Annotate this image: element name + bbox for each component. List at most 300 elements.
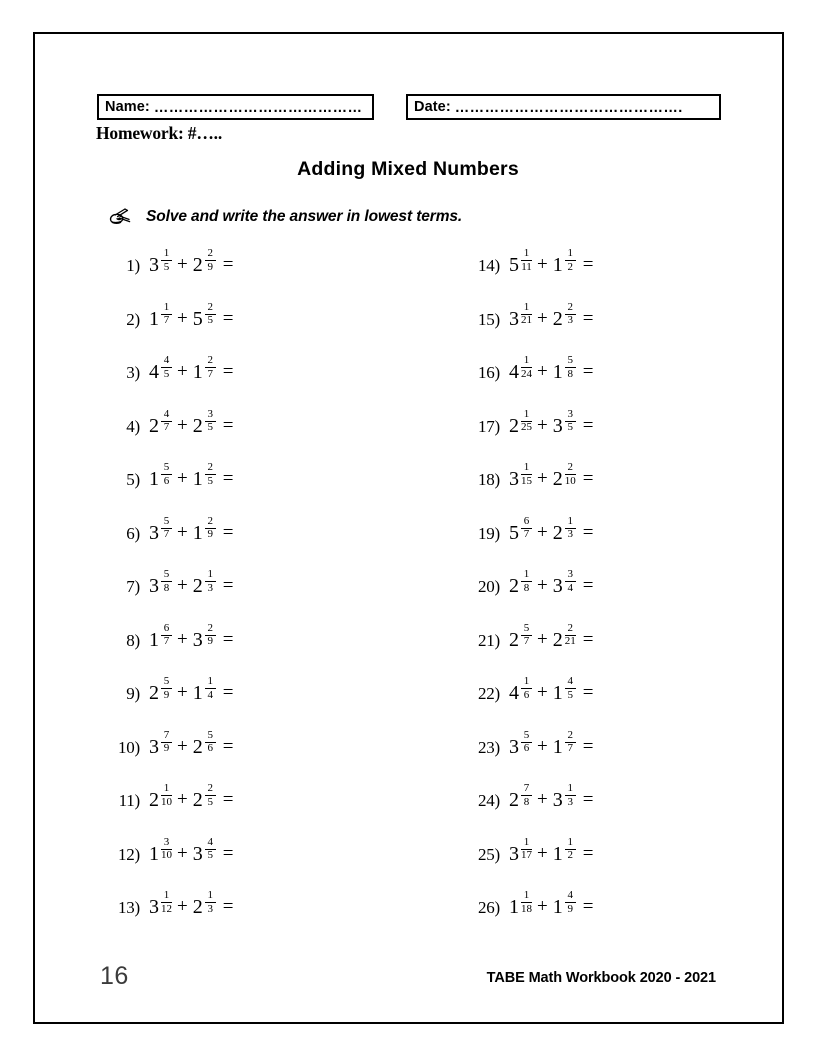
fraction-a <box>521 461 532 487</box>
fraction-denominator: 7 <box>567 742 573 755</box>
whole-part: 2 <box>509 628 519 651</box>
mixed-number-a <box>149 836 172 864</box>
whole-part: 1 <box>192 682 203 704</box>
mixed-number-b <box>193 568 216 596</box>
pen-writing-icon <box>107 206 137 228</box>
problem-number: 2) <box>126 309 140 329</box>
problem-row <box>466 729 806 783</box>
plus-operator: + <box>537 628 548 650</box>
equals-operator: = <box>582 468 594 489</box>
equals-operator: = <box>582 789 594 810</box>
fraction-denominator: 5 <box>207 421 213 434</box>
problem-number: 15) <box>477 309 500 329</box>
footer-credit: TABE Math Workbook 2020 - 2021 <box>486 970 716 986</box>
fraction-numerator: 1 <box>523 568 530 580</box>
fraction-numerator: 2 <box>567 728 573 741</box>
problem-row <box>106 247 446 301</box>
name-label: Name: <box>105 99 150 115</box>
problem-number: 17) <box>477 416 500 436</box>
mixed-number-a <box>509 622 532 650</box>
problem-row <box>106 622 446 676</box>
plus-operator: + <box>537 575 548 596</box>
fraction-denominator: 3 <box>207 902 213 915</box>
fraction-numerator: 3 <box>567 568 573 580</box>
whole-part: 3 <box>149 521 159 544</box>
mixed-number-a <box>149 782 172 810</box>
fraction-a <box>161 729 172 755</box>
fraction-denominator: 5 <box>207 849 213 862</box>
fraction-numerator: 2 <box>567 621 573 634</box>
problem-expression <box>500 408 593 436</box>
fraction-a <box>521 675 532 701</box>
plus-operator: + <box>177 521 188 543</box>
mixed-number-a <box>509 301 532 329</box>
plus-operator: + <box>537 896 548 917</box>
problem-expression <box>500 675 593 703</box>
fraction-b <box>565 515 576 541</box>
mixed-number-b <box>193 301 216 329</box>
fraction-a <box>161 247 172 273</box>
plus-operator: + <box>537 361 548 382</box>
whole-part: 2 <box>192 789 203 811</box>
problem-number: 20) <box>477 577 500 596</box>
plus-operator: + <box>177 842 188 864</box>
whole-part: 2 <box>192 254 203 276</box>
name-field-box[interactable] <box>97 94 374 120</box>
problem-expression <box>140 461 233 489</box>
mixed-number-b <box>193 622 216 650</box>
date-label: Date: <box>414 99 451 115</box>
fraction-denominator: 8 <box>163 581 170 594</box>
mixed-number-a <box>149 622 172 650</box>
fraction-numerator: 5 <box>523 728 530 741</box>
homework-label: Homework: #….. <box>96 123 222 143</box>
whole-part: 1 <box>149 468 159 490</box>
problem-expression <box>500 515 593 543</box>
problem-expression <box>140 301 233 329</box>
equals-operator: = <box>582 307 594 329</box>
fraction-denominator: 6 <box>523 742 530 755</box>
whole-part: 2 <box>552 307 563 330</box>
equals-operator: = <box>582 842 594 864</box>
mixed-number-a <box>509 836 532 864</box>
fraction-denominator: 5 <box>207 474 213 487</box>
fraction-b <box>565 301 576 327</box>
fraction-denominator: 15 <box>521 474 532 487</box>
page-title: Adding Mixed Numbers <box>297 158 519 180</box>
problem-row <box>466 889 806 943</box>
fraction-b <box>205 568 216 594</box>
problem-row <box>106 354 446 408</box>
fraction-b <box>205 889 216 915</box>
whole-part: 1 <box>509 896 519 918</box>
fraction-denominator: 3 <box>207 581 213 594</box>
problem-number: 7) <box>126 577 140 596</box>
fraction-a <box>521 568 532 594</box>
whole-part: 3 <box>509 468 519 490</box>
fraction-denominator: 6 <box>523 688 530 701</box>
fraction-b <box>205 354 216 380</box>
mixed-number-b <box>553 782 576 810</box>
fraction-b <box>205 622 216 648</box>
fraction-a <box>161 461 172 487</box>
whole-part: 2 <box>192 414 203 437</box>
equals-operator: = <box>582 682 594 703</box>
fraction-numerator: 3 <box>567 407 573 420</box>
fraction-denominator: 3 <box>567 528 573 541</box>
problem-row <box>466 836 806 890</box>
whole-part: 3 <box>509 842 519 865</box>
fraction-denominator: 21 <box>564 635 576 648</box>
fraction-b <box>565 568 576 594</box>
problem-expression <box>140 836 233 864</box>
fraction-a <box>161 301 172 327</box>
mixed-number-a <box>149 301 172 329</box>
whole-part: 2 <box>192 896 203 918</box>
equals-operator: = <box>222 468 234 489</box>
problem-row <box>466 461 806 515</box>
plus-operator: + <box>537 414 548 436</box>
fraction-a <box>161 515 172 541</box>
problem-expression <box>500 247 593 275</box>
fraction-a <box>161 836 172 862</box>
mixed-number-b <box>553 889 576 917</box>
fraction-denominator: 11 <box>521 260 532 273</box>
mixed-number-a <box>509 675 532 703</box>
plus-operator: + <box>177 254 188 275</box>
fraction-a <box>161 782 172 808</box>
fraction-denominator: 17 <box>521 849 532 862</box>
fraction-numerator: 1 <box>163 247 170 259</box>
plus-operator: + <box>177 468 188 489</box>
fraction-denominator: 8 <box>567 367 573 380</box>
fraction-denominator: 4 <box>207 688 213 701</box>
fraction-denominator: 9 <box>163 742 170 755</box>
equals-operator: = <box>222 307 234 329</box>
fraction-denominator: 25 <box>521 421 532 434</box>
equals-operator: = <box>222 682 234 703</box>
fraction-numerator: 2 <box>207 514 213 527</box>
mixed-number-a <box>149 729 172 757</box>
problem-row <box>466 515 806 569</box>
problem-expression <box>140 782 233 810</box>
problem-number: 21) <box>477 630 500 650</box>
fraction-numerator: 7 <box>163 728 170 741</box>
problem-expression <box>140 515 233 543</box>
equals-operator: = <box>222 842 234 864</box>
whole-part: 2 <box>552 521 563 544</box>
fraction-numerator: 2 <box>207 621 213 634</box>
mixed-number-a <box>149 675 172 703</box>
whole-part: 1 <box>192 521 203 544</box>
mixed-number-b <box>193 461 216 489</box>
mixed-number-b <box>193 515 216 543</box>
problem-number: 23) <box>477 737 500 757</box>
plus-operator: + <box>537 307 548 329</box>
fraction-denominator: 9 <box>207 528 213 541</box>
fraction-denominator: 7 <box>523 528 530 541</box>
fraction-denominator: 10 <box>161 849 172 862</box>
fraction-numerator: 3 <box>163 835 170 848</box>
fraction-denominator: 9 <box>163 688 170 701</box>
equals-operator: = <box>582 628 594 650</box>
whole-part: 1 <box>552 682 563 704</box>
mixed-number-b <box>193 408 216 436</box>
mixed-number-b <box>193 247 216 275</box>
fraction-denominator: 6 <box>207 742 213 755</box>
fraction-denominator: 10 <box>564 474 576 487</box>
fraction-denominator: 12 <box>161 902 172 915</box>
problem-row <box>106 568 446 622</box>
fraction-denominator: 9 <box>207 260 213 273</box>
mixed-number-b <box>553 675 576 703</box>
fraction-numerator: 5 <box>163 461 170 473</box>
problem-number: 8) <box>126 630 140 650</box>
mixed-number-b <box>193 836 216 864</box>
problem-row <box>466 675 806 729</box>
fraction-b <box>205 247 216 273</box>
fraction-numerator: 1 <box>523 835 530 848</box>
fraction-denominator: 18 <box>521 902 532 915</box>
fraction-denominator: 5 <box>207 795 213 808</box>
problem-row <box>106 729 446 783</box>
plus-operator: + <box>537 521 548 543</box>
fraction-numerator: 1 <box>207 568 213 580</box>
plus-operator: + <box>537 735 548 757</box>
fraction-denominator: 5 <box>567 421 573 434</box>
mixed-number-b <box>553 408 576 436</box>
mixed-number-a <box>149 515 172 543</box>
fraction-a <box>521 247 532 273</box>
fraction-numerator: 5 <box>523 621 530 634</box>
fraction-numerator: 4 <box>163 407 170 420</box>
instruction-text: Solve and write the answer in lowest terms. <box>146 208 463 225</box>
fraction-a <box>161 675 172 701</box>
fraction-numerator: 1 <box>207 675 213 687</box>
date-field-box[interactable] <box>406 94 721 120</box>
fraction-denominator: 3 <box>567 314 573 327</box>
whole-part: 2 <box>149 414 159 437</box>
fraction-b <box>205 461 216 487</box>
problem-number: 24) <box>477 791 500 810</box>
fraction-b <box>565 889 576 915</box>
whole-part: 1 <box>552 735 563 758</box>
fraction-b <box>205 408 216 434</box>
fraction-numerator: 4 <box>567 675 573 687</box>
mixed-number-b <box>553 301 576 329</box>
problem-expression <box>500 622 593 650</box>
problem-number: 1) <box>126 256 140 275</box>
whole-part: 3 <box>149 575 159 597</box>
fraction-denominator: 3 <box>567 795 573 808</box>
problem-expression <box>500 354 593 382</box>
fraction-b <box>565 836 576 862</box>
whole-part: 1 <box>552 361 563 383</box>
plus-operator: + <box>177 361 188 382</box>
mixed-number-b <box>553 247 576 275</box>
fraction-a <box>521 515 532 541</box>
fraction-denominator: 8 <box>523 581 530 594</box>
problem-number: 26) <box>477 898 500 917</box>
mixed-number-b <box>193 729 216 757</box>
fraction-a <box>521 622 532 648</box>
fraction-numerator: 1 <box>523 407 530 420</box>
mixed-number-b <box>193 889 216 917</box>
problem-expression <box>140 408 233 436</box>
plus-operator: + <box>177 575 188 596</box>
fraction-b <box>565 408 576 434</box>
mixed-number-a <box>149 568 172 596</box>
fraction-denominator: 5 <box>163 260 170 273</box>
whole-part: 3 <box>192 628 203 651</box>
problem-expression <box>500 889 593 917</box>
problem-row <box>106 782 446 836</box>
fraction-b <box>205 675 216 701</box>
plus-operator: + <box>177 628 188 650</box>
fraction-numerator: 2 <box>207 300 213 313</box>
whole-part: 4 <box>509 361 519 383</box>
fraction-numerator: 2 <box>567 461 573 473</box>
problem-number: 4) <box>126 416 140 436</box>
problem-row <box>466 622 806 676</box>
equals-operator: = <box>582 735 594 757</box>
plus-operator: + <box>177 735 188 757</box>
whole-part: 2 <box>192 575 203 597</box>
equals-operator: = <box>582 521 594 543</box>
page-number: 16 <box>100 962 129 990</box>
problem-expression <box>140 729 233 757</box>
fraction-a <box>521 889 532 915</box>
mixed-number-b <box>193 354 216 382</box>
fraction-a <box>161 622 172 648</box>
equals-operator: = <box>222 628 234 650</box>
fraction-denominator: 5 <box>567 688 573 701</box>
fraction-a <box>521 301 532 327</box>
fraction-b <box>565 247 576 273</box>
equals-operator: = <box>222 414 234 436</box>
whole-part: 2 <box>149 789 159 811</box>
fraction-denominator: 6 <box>163 474 170 487</box>
mixed-number-a <box>509 247 532 275</box>
whole-part: 4 <box>509 682 519 704</box>
plus-operator: + <box>177 307 188 329</box>
whole-part: 3 <box>149 735 159 758</box>
fraction-numerator: 5 <box>567 354 573 366</box>
whole-part: 2 <box>192 735 203 758</box>
whole-part: 3 <box>509 735 519 758</box>
equals-operator: = <box>582 575 594 596</box>
whole-part: 3 <box>552 575 563 597</box>
equals-operator: = <box>222 789 234 810</box>
problem-row <box>106 461 446 515</box>
fraction-denominator: 9 <box>207 635 213 648</box>
whole-part: 1 <box>149 842 159 865</box>
fraction-numerator: 1 <box>163 300 170 313</box>
equals-operator: = <box>222 521 234 543</box>
problem-column-right <box>466 247 806 943</box>
mixed-number-b <box>553 515 576 543</box>
fraction-numerator: 1 <box>567 514 573 527</box>
fraction-a <box>521 408 532 434</box>
problem-expression <box>140 675 233 703</box>
plus-operator: + <box>177 896 188 917</box>
fraction-a <box>521 782 532 808</box>
fraction-denominator: 7 <box>163 635 170 648</box>
problem-number: 19) <box>477 523 500 543</box>
fraction-numerator: 1 <box>163 782 170 794</box>
date-dotted-line: ………………………………………. <box>454 99 683 116</box>
fraction-numerator: 2 <box>207 247 213 259</box>
problem-number: 13) <box>117 898 140 917</box>
problem-row <box>466 782 806 836</box>
problem-row <box>106 889 446 943</box>
plus-operator: + <box>537 254 548 275</box>
fraction-b <box>565 461 576 487</box>
problem-number: 5) <box>126 470 140 489</box>
fraction-numerator: 2 <box>567 300 573 313</box>
fraction-b <box>205 782 216 808</box>
problem-number: 18) <box>477 470 500 489</box>
fraction-b <box>205 515 216 541</box>
problem-number: 11) <box>118 791 140 810</box>
fraction-a <box>161 568 172 594</box>
fraction-numerator: 5 <box>163 568 170 580</box>
whole-part: 2 <box>552 468 563 490</box>
mixed-number-a <box>149 247 172 275</box>
problem-expression <box>500 461 593 489</box>
fraction-a <box>521 354 532 380</box>
whole-part: 3 <box>192 842 203 865</box>
mixed-number-b <box>553 568 576 596</box>
problem-number: 6) <box>126 523 140 543</box>
equals-operator: = <box>222 896 234 917</box>
problem-expression <box>140 568 233 596</box>
equals-operator: = <box>222 361 234 382</box>
whole-part: 5 <box>192 307 203 330</box>
fraction-denominator: 2 <box>567 849 573 862</box>
problem-expression <box>140 354 233 382</box>
whole-part: 3 <box>552 414 563 437</box>
equals-operator: = <box>222 575 234 596</box>
name-dotted-line: …………………………………… <box>153 99 363 116</box>
fraction-denominator: 10 <box>161 795 172 808</box>
fraction-a <box>161 889 172 915</box>
problem-number: 25) <box>477 844 500 864</box>
whole-part: 2 <box>149 682 159 704</box>
fraction-a <box>521 729 532 755</box>
fraction-numerator: 1 <box>523 675 530 687</box>
problem-column-left <box>106 247 446 943</box>
fraction-numerator: 1 <box>523 354 530 366</box>
mixed-number-a <box>509 729 532 757</box>
plus-operator: + <box>537 682 548 703</box>
mixed-number-a <box>509 515 532 543</box>
mixed-number-a <box>509 782 532 810</box>
fraction-numerator: 1 <box>207 889 213 901</box>
whole-part: 2 <box>509 414 519 437</box>
fraction-numerator: 1 <box>523 461 530 473</box>
fraction-numerator: 6 <box>523 514 530 527</box>
whole-part: 5 <box>509 254 519 276</box>
fraction-numerator: 4 <box>163 354 170 366</box>
equals-operator: = <box>222 254 234 275</box>
problem-number: 9) <box>126 684 140 703</box>
fraction-denominator: 5 <box>163 367 170 380</box>
instruction-row <box>107 206 462 228</box>
whole-part: 3 <box>149 896 159 918</box>
fraction-numerator: 7 <box>523 782 530 794</box>
mixed-number-a <box>509 354 532 382</box>
